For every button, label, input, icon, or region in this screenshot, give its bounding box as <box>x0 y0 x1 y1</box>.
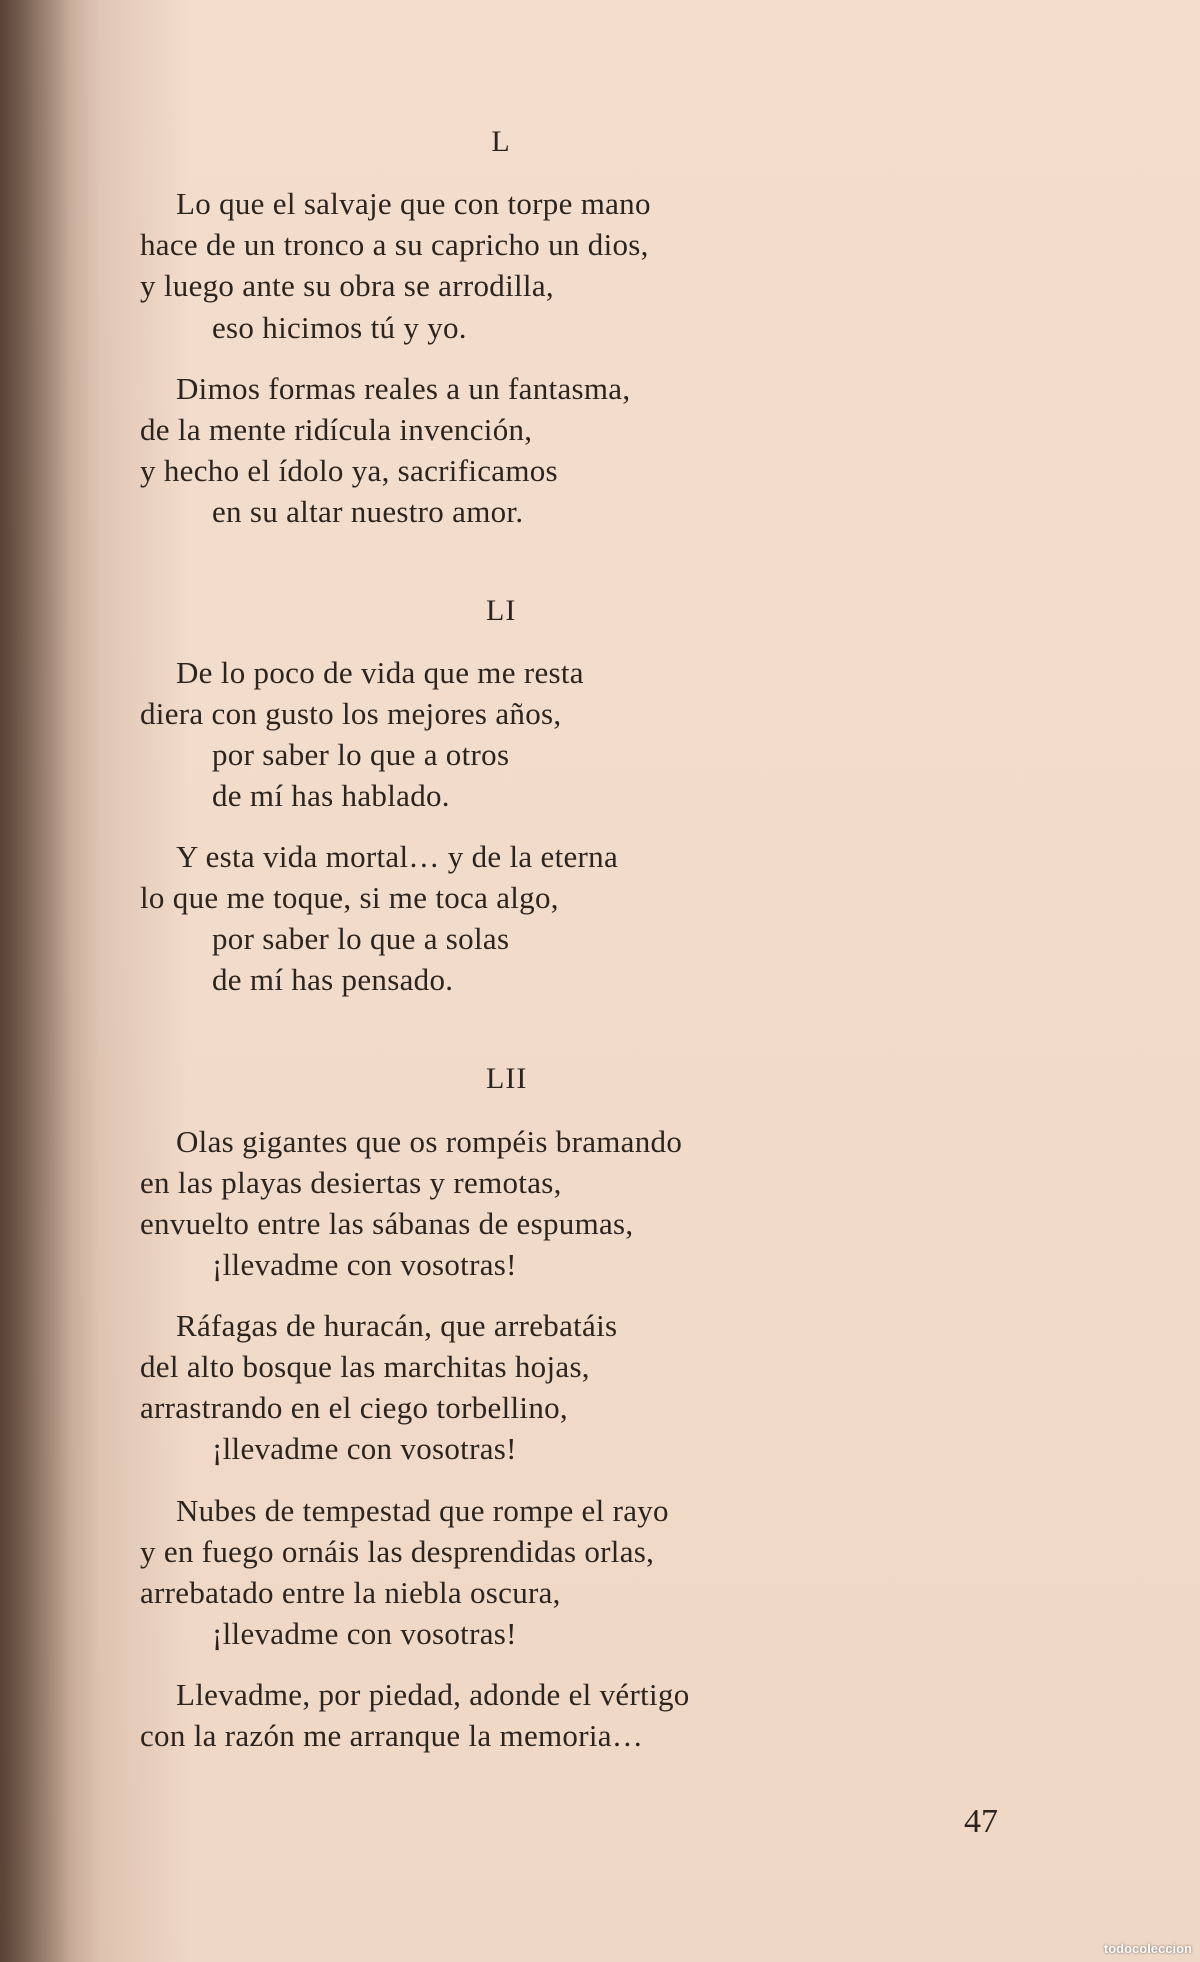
verse-line: De lo poco de vida que me resta <box>176 655 584 690</box>
verse-line: del alto bosque las marchitas hojas, <box>140 1349 590 1384</box>
watermark: todocoleccion <box>1103 1941 1192 1956</box>
verse-line: arrebatado entre la niebla oscura, <box>140 1575 561 1610</box>
verse-line: y hecho el ídolo ya, sacrificamos <box>140 453 558 488</box>
verse-line: ¡llevadme con vosotras! <box>212 1247 517 1282</box>
poem-numeral: LII <box>486 1062 528 1095</box>
verse-line: y luego ante su obra se arrodilla, <box>140 268 554 303</box>
verse-line: lo que me toque, si me toca algo, <box>140 880 559 915</box>
verse-line: por saber lo que a solas <box>212 921 510 956</box>
verse-line: de mí has hablado. <box>212 778 450 813</box>
poem-numeral: LI <box>486 594 517 627</box>
verse-line: Olas gigantes que os rompéis bramando <box>176 1124 683 1159</box>
verse-line: envuelto entre las sábanas de espumas, <box>140 1206 634 1241</box>
verse-line: Y esta vida mortal… y de la eterna <box>176 839 619 874</box>
verse-line: en su altar nuestro amor. <box>212 494 524 529</box>
page-number: 47 <box>964 1803 998 1840</box>
verse-line: Nubes de tempestad que rompe el rayo <box>176 1493 669 1528</box>
verse-line: Llevadme, por piedad, adonde el vértigo <box>176 1677 690 1712</box>
poem-numeral: L <box>491 125 511 158</box>
verse-line: por saber lo que a otros <box>212 737 510 772</box>
verse-line: eso hicimos tú y yo. <box>212 310 467 345</box>
verse-line: ¡llevadme con vosotras! <box>212 1616 517 1651</box>
verse-line: arrastrando en el ciego torbellino, <box>140 1390 568 1425</box>
verse-line: en las playas desiertas y remotas, <box>140 1165 562 1200</box>
verse-line: hace de un tronco a su capricho un dios, <box>140 227 649 262</box>
verse-line: ¡llevadme con vosotras! <box>212 1431 517 1466</box>
verse-line: Dimos formas reales a un fantasma, <box>176 371 631 406</box>
verse-line: y en fuego ornáis las desprendidas orlas, <box>140 1534 655 1569</box>
verse-line: con la razón me arranque la memoria… <box>140 1718 644 1753</box>
verse-line: de mí has pensado. <box>212 962 454 997</box>
verse-line: de la mente ridícula invención, <box>140 412 533 447</box>
verse-line: Lo que el salvaje que con torpe mano <box>176 186 651 221</box>
verse-line: diera con gusto los mejores años, <box>140 696 562 731</box>
verse-line: Ráfagas de huracán, que arrebatáis <box>176 1308 618 1343</box>
